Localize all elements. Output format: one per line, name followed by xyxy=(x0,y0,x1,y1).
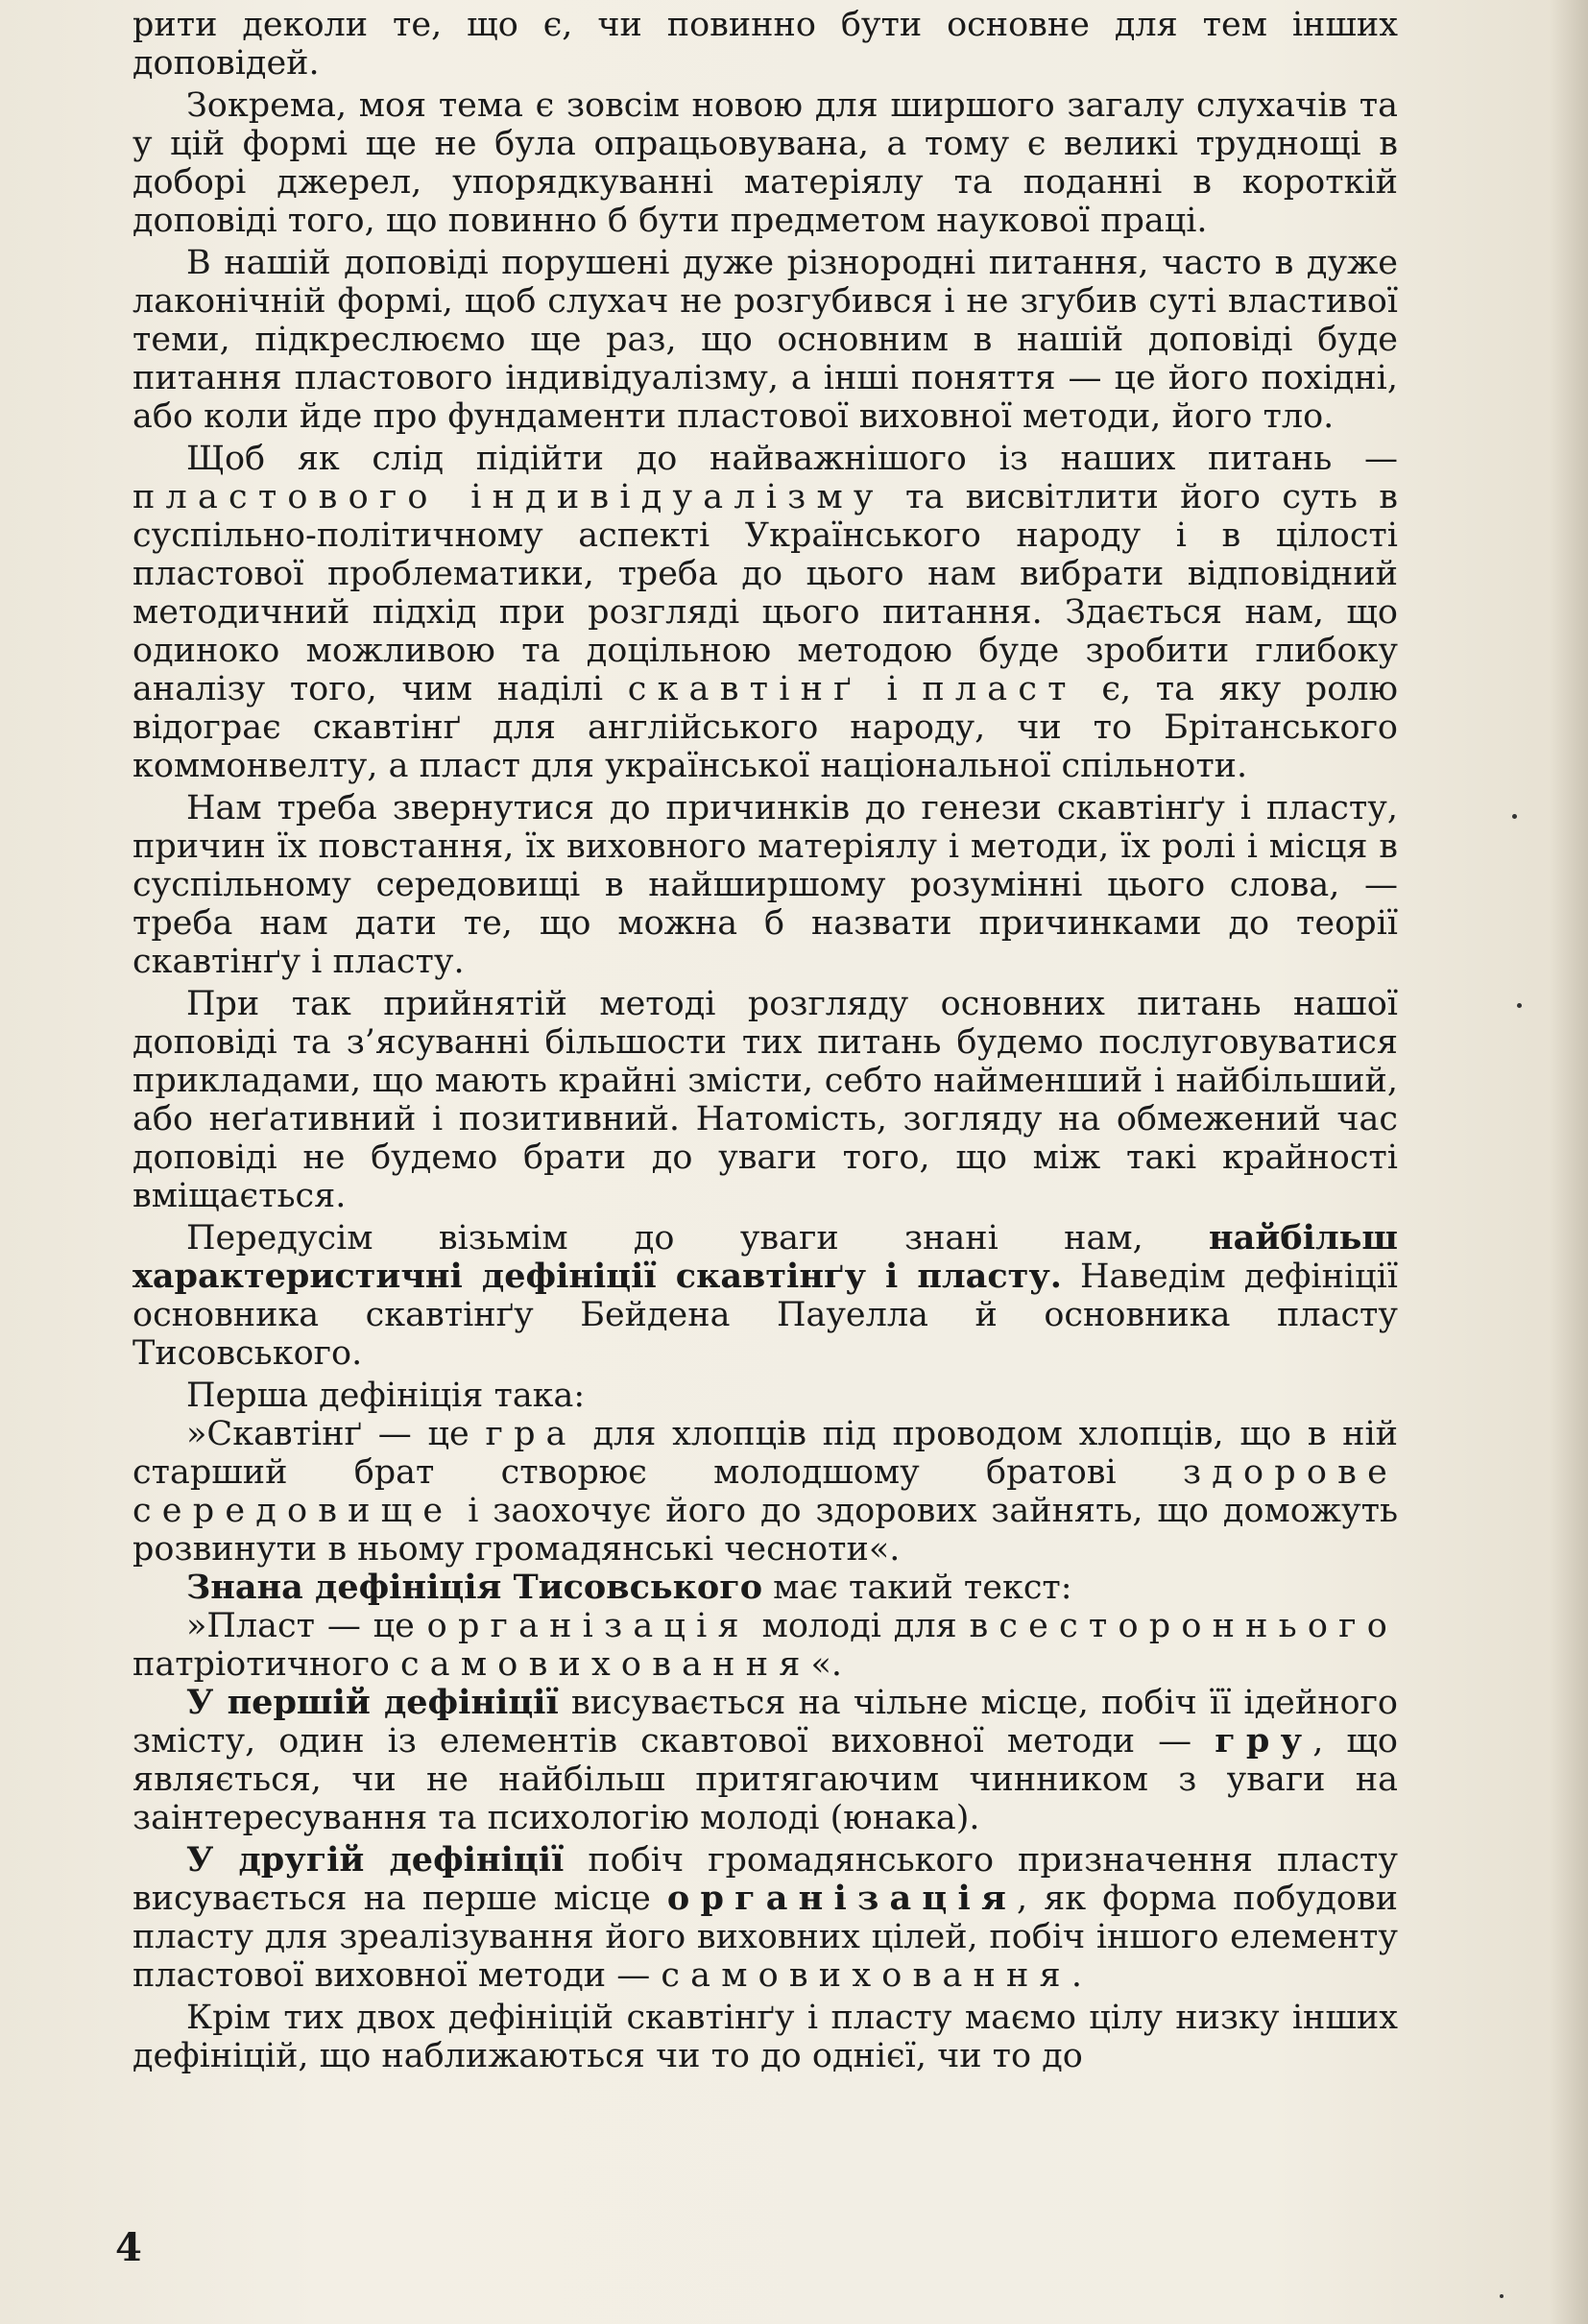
paragraph xyxy=(132,440,1398,785)
text-run: Нам треба звернутися до причинків до генези скавтінґу і пласту, причин їх повстання, їх виховного матеріялу і методи, їх ролі і місця в суспільному середовищі в найширшому розумінні цього слова, — треба нам дати те, що можна б назвати причинками до теорії скавтінґу і пласту. xyxy=(132,789,1398,981)
text-run: Зокрема, моя тема є зовсім новою для ширшого загалу слухачів та у цій формі ще не була опрацьовувана, а тому є великі труднощі в доборі джерел, упорядкуванні матеріялу та поданні в короткій доповіді того, що повинно б бути предметом наукової праці. xyxy=(132,86,1398,240)
text-run: Крім тих двох дефініцій скавтінґу і пласту маємо цілу низку інших дефініцій, що наближаються чи то до однієї, чи то до xyxy=(132,1999,1398,2075)
emphasized-text: найбільш характеристичні дефініції скавтінґу і пласту. xyxy=(132,1218,1398,1296)
emphasized-text: пласт xyxy=(922,670,1077,708)
paragraph xyxy=(132,1219,1398,1373)
ink-speck xyxy=(1517,1003,1522,1008)
emphasized-text: У першій дефініції xyxy=(186,1683,559,1722)
paragraph xyxy=(132,1684,1398,1837)
text-run: рити деколи те, що є, чи повинно бути основне для тем інших доповідей. xyxy=(132,6,1398,83)
text-run: В нашій доповіді порушені дуже різнородні питання, часто в дуже лаконічній формі, щоб слухач не розгубився і не згубив суті властивої теми, підкреслюємо ще раз, що основним в нашій доповіді буде питання пластового індивідуалізму, а інші поняття — це його похідні, або коли йде про фундаменти пластової виховної методи, його тло. xyxy=(132,244,1398,436)
emphasized-text: самовиховання xyxy=(661,1956,1071,1995)
text-run: для хлопців під проводом хлопців, що в ній старший брат створює молодшому братові xyxy=(132,1415,1398,1492)
text-run: та висвітлити його суть в суспільно-політичному аспекті Українського народу і в цілості пластової проблематики, треба до цього нам вибрати відповідний методичний підхід при розгляді цього питання. Здається нам, що одиноко можливою та доцільною методою буде зробити глибоку аналізу того, чим наділі xyxy=(132,478,1399,708)
text-run: Перша дефініція така: xyxy=(186,1377,586,1415)
text-run: При так прийнятій методі розгляду основних питань нашої доповіді та з’ясуванні більшости тих питань будемо послуговуватися прикладами, що мають крайні змісти, себто найменший і найбільший, або неґативний і позитивний. Натомість, зогляду на обмежений час доповіді не будемо брати до уваги того, що між такі крайності вміщається. xyxy=(132,985,1398,1215)
text-run: »Скавтінґ — це xyxy=(186,1415,486,1453)
emphasized-text: організація xyxy=(666,1879,1018,1918)
paragraph xyxy=(132,789,1398,981)
page-edge-shadow xyxy=(1550,0,1588,2324)
emphasized-text: гра xyxy=(485,1415,577,1453)
text-run: «. xyxy=(810,1645,843,1684)
paragraph xyxy=(132,1569,1398,1607)
paragraph xyxy=(132,1841,1398,1995)
emphasized-text: Знана дефініція Тисовського xyxy=(186,1568,763,1607)
paragraph xyxy=(132,244,1398,436)
emphasized-text: пластового індивідуалізму xyxy=(132,478,884,516)
paragraph xyxy=(132,985,1398,1215)
text-run: патріотичного xyxy=(132,1645,400,1684)
ink-speck xyxy=(1512,814,1517,819)
page-number: 4 xyxy=(115,2225,142,2270)
paragraph xyxy=(132,1415,1398,1569)
text-run: і заохочує його до здорових зайнять, що доможуть розвинути в ньому громадянські чесноти«. xyxy=(132,1492,1398,1569)
emphasized-text: організація xyxy=(426,1607,750,1645)
text-run: , що являється, чи не найбільш притягаючим чинником з уваги на заінтересування та психологію молоді (юнака). xyxy=(132,1722,1398,1837)
text-run: має такий текст: xyxy=(762,1569,1072,1607)
text-run: Щоб як слід підійти до найважнішого із наших питань — xyxy=(186,440,1398,478)
ink-speck xyxy=(1500,2294,1504,2298)
text-run: Наведім дефініції основника скавтінґу Бейдена Пауелла й основника пласту Тисовського. xyxy=(132,1258,1398,1373)
paragraph xyxy=(132,1999,1398,2075)
text-run: , як форма побудови пласту для зреалізування його виховних цілей, побіч іншого елементу пластової виховної методи — xyxy=(132,1880,1398,1995)
text-run: . xyxy=(1071,1956,1082,1995)
emphasized-text: здорове середовище xyxy=(132,1453,1398,1530)
emphasized-text: самовиховання xyxy=(400,1645,811,1684)
emphasized-text: всестороннього xyxy=(969,1607,1398,1645)
emphasized-text: скавтінґ xyxy=(627,670,862,708)
paragraph xyxy=(132,1377,1398,1415)
text-run: побіч громадянського призначення пласту висувається на перше місце xyxy=(132,1841,1398,1918)
text-run: і xyxy=(861,670,923,708)
emphasized-text: гру xyxy=(1215,1721,1313,1761)
text-run: Передусім візьмім до уваги знані нам, xyxy=(186,1219,1210,1258)
text-run: »Пласт — це xyxy=(186,1607,427,1645)
paragraph xyxy=(132,86,1398,240)
paragraph xyxy=(132,6,1398,83)
text-run: висувається на чільне місце, побіч її ідейного змісту, один із елементів скавтової виховної методи — xyxy=(132,1684,1398,1761)
paragraph xyxy=(132,1607,1398,1684)
body-text xyxy=(132,6,1398,2079)
text-run: молоді для xyxy=(749,1607,970,1645)
text-run: є, та яку ролю відограє скавтінґ для англійського народу, чи то Брітанського коммонвелту, а пласт для української національної спільноти. xyxy=(132,670,1398,785)
emphasized-text: У другій дефініції xyxy=(186,1840,565,1880)
